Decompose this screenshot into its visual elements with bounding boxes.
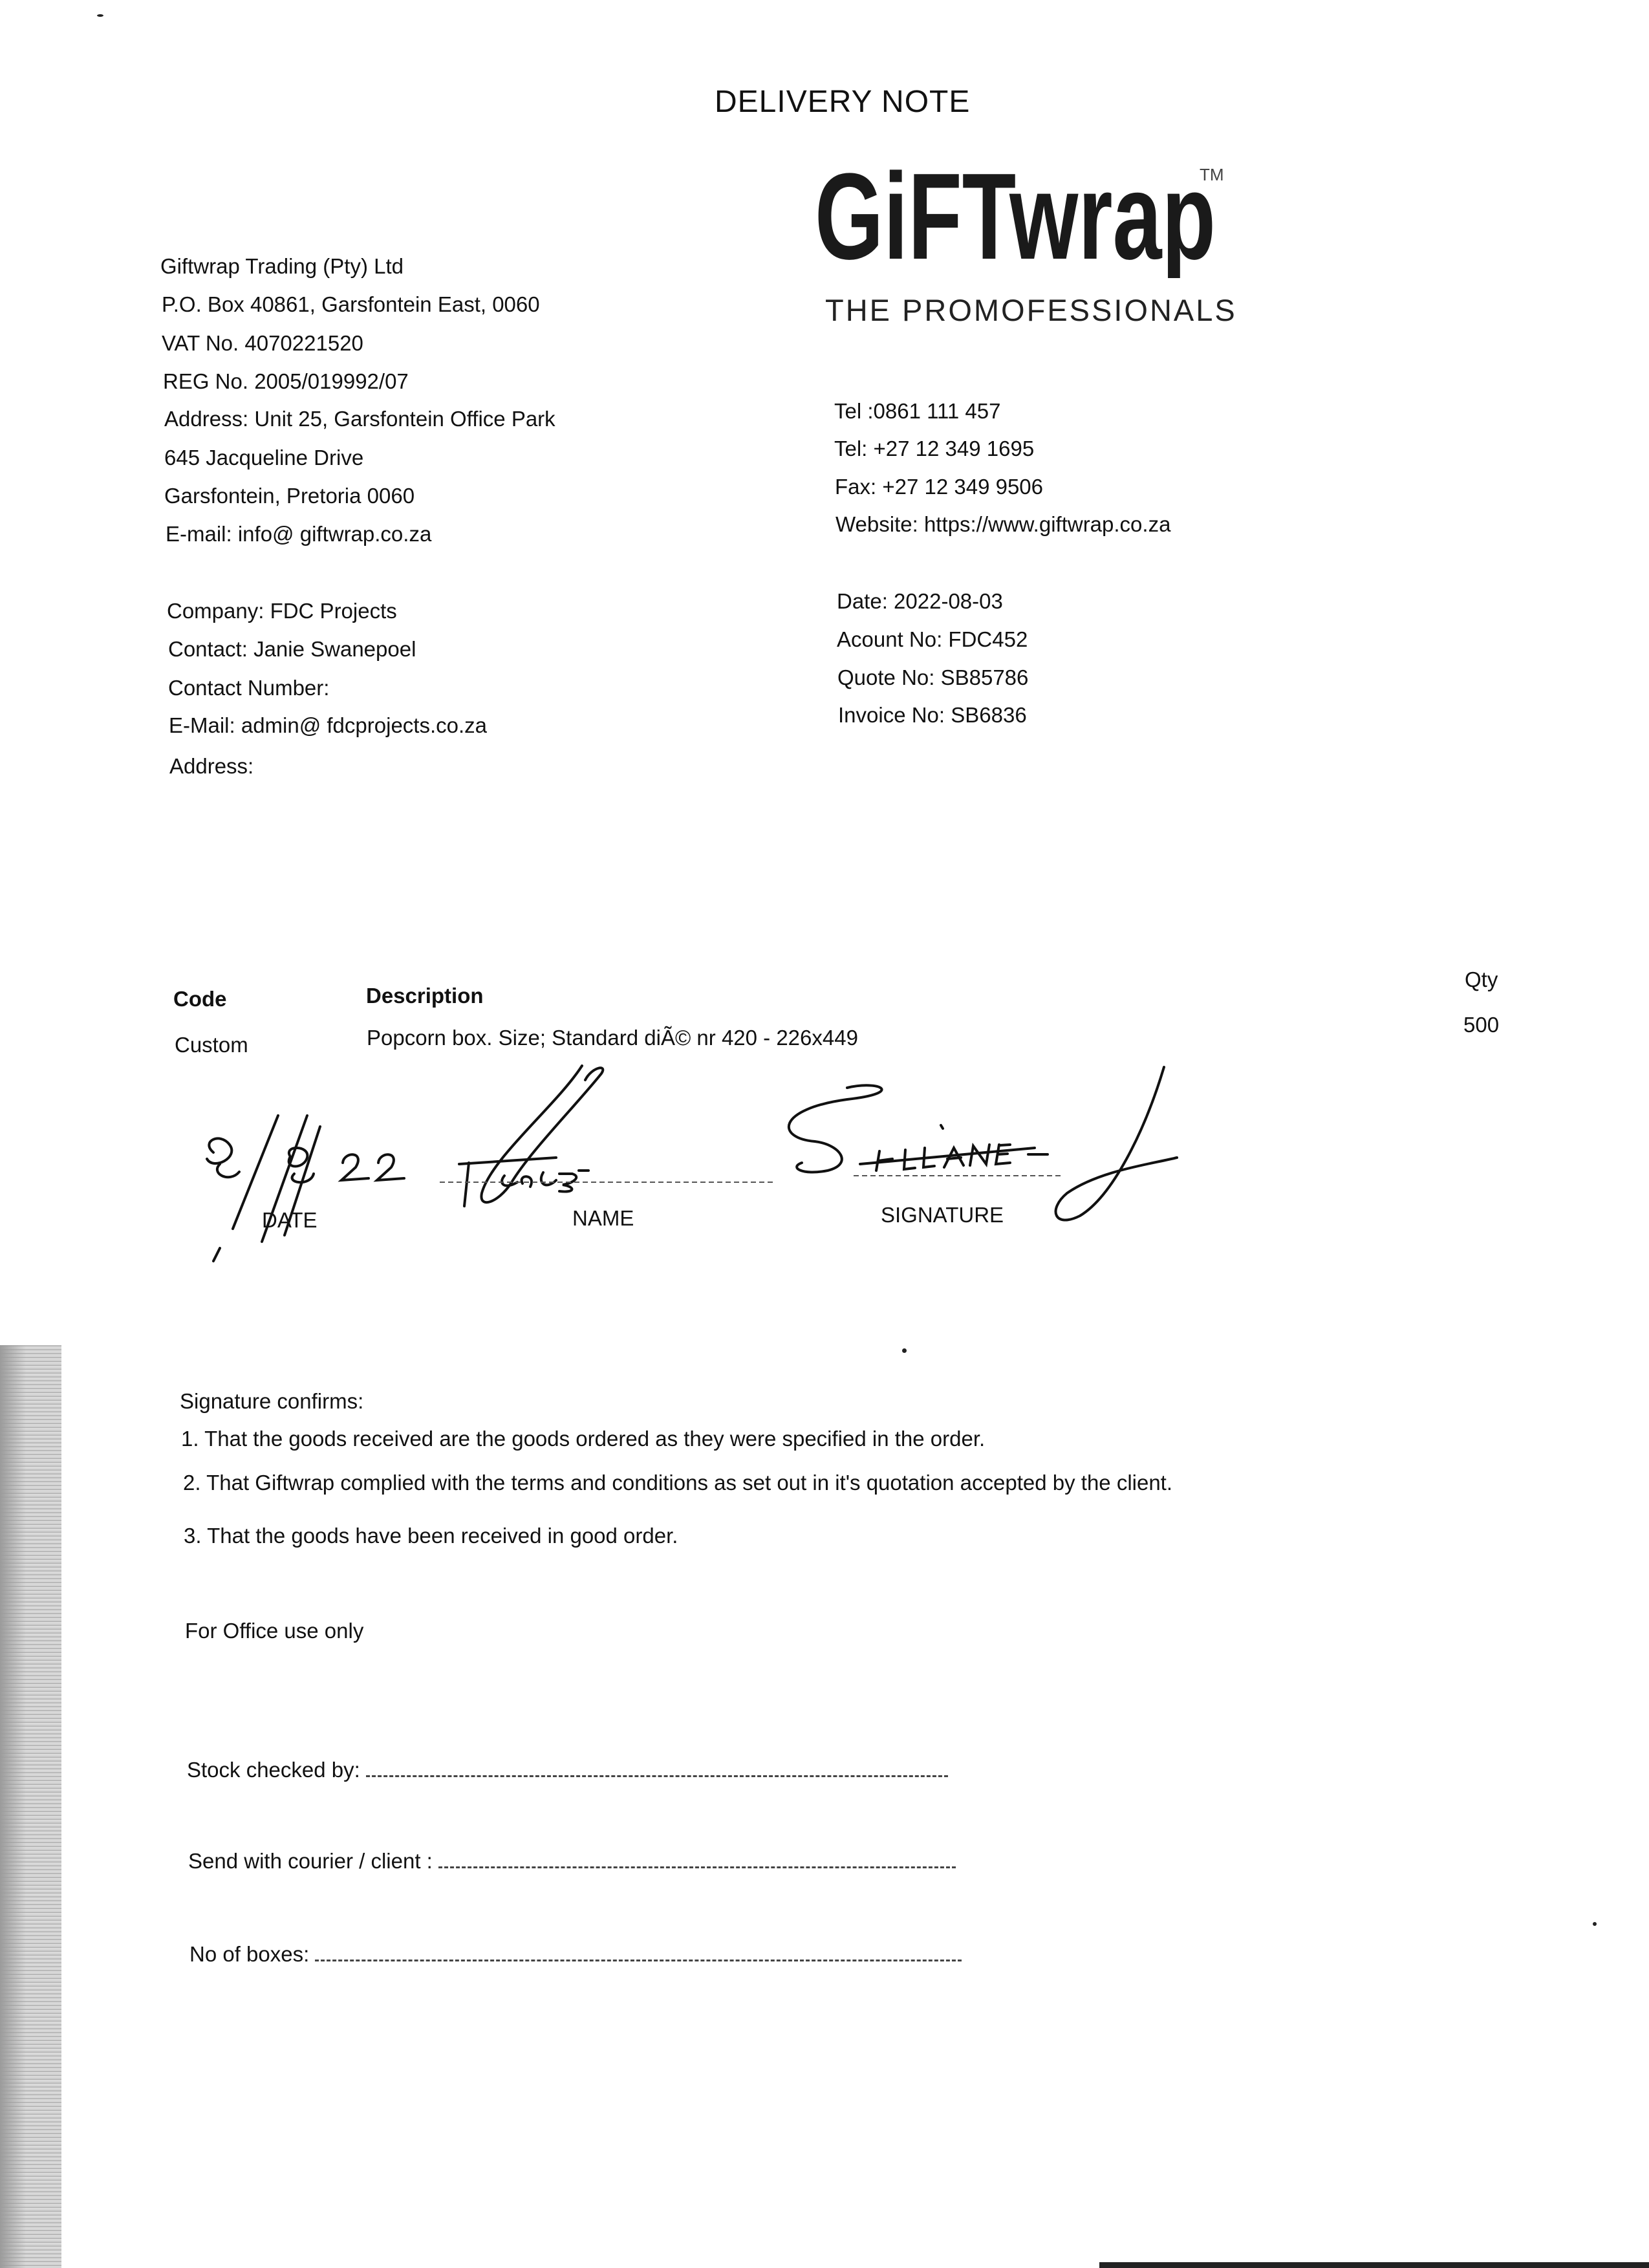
signoff-signature-label: SIGNATURE xyxy=(881,1203,1004,1227)
cell-code: Custom xyxy=(175,1033,248,1057)
supplier-name: Giftwrap Trading (Pty) Ltd xyxy=(160,254,404,278)
doc-detail-line: Date: 2022-08-03 xyxy=(837,589,1003,613)
supplier-email: E-mail: info@ giftwrap.co.za xyxy=(166,522,432,546)
send-with-line xyxy=(438,1848,956,1868)
stock-checked-field xyxy=(187,1757,948,1782)
send-with-field xyxy=(188,1848,956,1874)
supplier-line: VAT No. 4070221520 xyxy=(162,331,363,355)
scan-speck xyxy=(1593,1922,1597,1926)
customer-line: Contact Number: xyxy=(168,676,330,700)
document-title: DELIVERY NOTE xyxy=(715,85,971,119)
office-heading: For Office use only xyxy=(185,1619,364,1643)
terms-heading: Signature confirms: xyxy=(180,1389,364,1413)
customer-line: Contact: Janie Swanepoel xyxy=(168,637,416,661)
supplier-line: P.O. Box 40861, Garsfontein East, 0060 xyxy=(162,292,540,316)
scan-bottom-bar xyxy=(1099,2262,1649,2268)
column-header-description: Description xyxy=(366,984,484,1008)
logo-wordmark xyxy=(815,149,1229,281)
supplier-line: REG No. 2005/019992/07 xyxy=(163,369,409,393)
customer-line: Address: xyxy=(169,754,254,778)
terms-item: 1. That the goods received are the goods ordered as they were specified in the order. xyxy=(181,1427,986,1451)
signoff-date-label: DATE xyxy=(262,1208,318,1232)
no-of-boxes-field xyxy=(189,1941,962,1967)
svg-text:GiFTwrap: GiFTwrap xyxy=(815,149,1216,278)
customer-company: Company: FDC Projects xyxy=(167,599,397,623)
cell-description: Popcorn box. Size; Standard diÃ© nr 420 - 226x449 xyxy=(367,1026,858,1050)
handwritten-name xyxy=(459,1066,603,1206)
doc-detail-line: Invoice No: SB6836 xyxy=(838,703,1027,727)
contact-line: Tel: +27 12 349 1695 xyxy=(834,437,1035,460)
doc-detail-line: Acount No: FDC452 xyxy=(837,627,1028,651)
column-header-qty: Qty xyxy=(1465,967,1498,991)
stock-checked-line xyxy=(366,1757,948,1777)
logo-wordmark-graphic xyxy=(815,149,1229,278)
send-with-label: Send with courier / client : xyxy=(188,1849,433,1873)
handwriting-overlay xyxy=(194,1054,1203,1268)
supplier-line: Garsfontein, Pretoria 0060 xyxy=(164,484,415,508)
contact-website: Website: https://www.giftwrap.co.za xyxy=(835,512,1171,536)
scan-speck xyxy=(902,1348,907,1353)
supplier-line: Address: Unit 25, Garsfontein Office Park xyxy=(164,407,555,431)
contact-line: Fax: +27 12 349 9506 xyxy=(835,475,1044,499)
column-header-code: Code xyxy=(173,987,227,1011)
terms-item: 3. That the goods have been received in good order. xyxy=(184,1524,678,1548)
terms-item: 2. That Giftwrap complied with the terms and conditions as set out in it's quotation accepted by the client. xyxy=(183,1471,1173,1495)
handwritten-signature xyxy=(789,1067,1177,1220)
no-of-boxes-line xyxy=(315,1941,962,1961)
doc-detail-line: Quote No: SB85786 xyxy=(837,665,1029,689)
cell-qty: 500 xyxy=(1463,1013,1500,1037)
scan-speck xyxy=(97,14,103,17)
logo-tagline: THE PROMOFESSIONALS xyxy=(825,293,1237,327)
customer-line: E-Mail: admin@ fdcprojects.co.za xyxy=(169,713,488,737)
logo-trademark: TM xyxy=(1200,165,1224,184)
supplier-line: 645 Jacqueline Drive xyxy=(164,446,364,470)
scan-edge-artifact xyxy=(0,1345,61,2268)
handwritten-date xyxy=(207,1116,404,1261)
contact-line: Tel :0861 111 457 xyxy=(834,399,1001,423)
stock-checked-label: Stock checked by: xyxy=(187,1758,360,1782)
no-of-boxes-label: No of boxes: xyxy=(189,1942,310,1966)
signoff-name-label: NAME xyxy=(572,1206,634,1230)
